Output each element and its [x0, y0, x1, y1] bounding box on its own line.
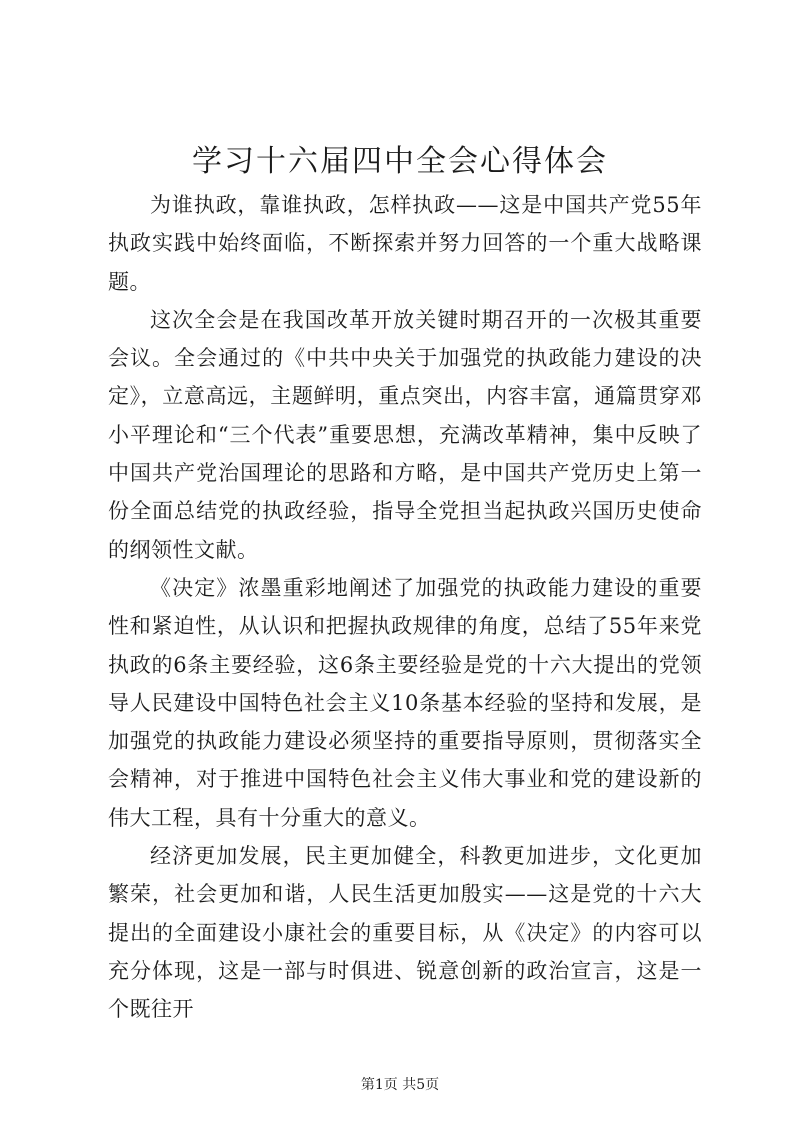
paragraph-4: 经济更加发展，民主更加健全，科教更加进步，文化更加繁荣，社会更加和谐，人民生活更加殷实——这是党的十六大提出的全面建设小康社会的重要目标，从《决定》的内容可以充分体现，这是一部与时俱进、锐意创新的政治宣言，这是一个既往开: [108, 844, 702, 1022]
page-number: 第1页 共5页: [360, 1077, 440, 1093]
paragraph-3: 《决定》浓墨重彩地阐述了加强党的执政能力建设的重要性和紧迫性，从认识和把握执政规律的角度，总结了55年来党执政的6条主要经验，这6条主要经验是党的十六大提出的党领导人民建设中国特色社会主义10条基本经验的坚持和发展，是加强党的执政能力建设必须坚持的重要指导原则，贯彻落实全会精神，对于推进中国特色社会主义伟大事业和党的建设新的伟大工程，具有十分重大的意义。: [108, 575, 702, 830]
document-body: [108, 186, 702, 1029]
paragraph-1: 为谁执政，靠谁执政，怎样执政——这是中国共产党55年执政实践中始终面临，不断探索并努力回答的一个重大战略课题。: [108, 193, 702, 294]
page-footer: [0, 1075, 800, 1095]
document-title: 学习十六届四中全会心得体会: [192, 144, 608, 179]
paragraph-2: 这次全会是在我国改革开放关键时期召开的一次极其重要会议。全会通过的《中共中央关于加强党的执政能力建设的决定》，立意高远，主题鲜明，重点突出，内容丰富，通篇贯穿邓小平理论和“三个代表”重要思想，充满改革精神，集中反映了中国共产党治国理论的思路和方略，是中国共产党历史上第一份全面总结党的执政经验，指导全党担当起执政兴国历史使命的纲领性文献。: [108, 307, 702, 562]
